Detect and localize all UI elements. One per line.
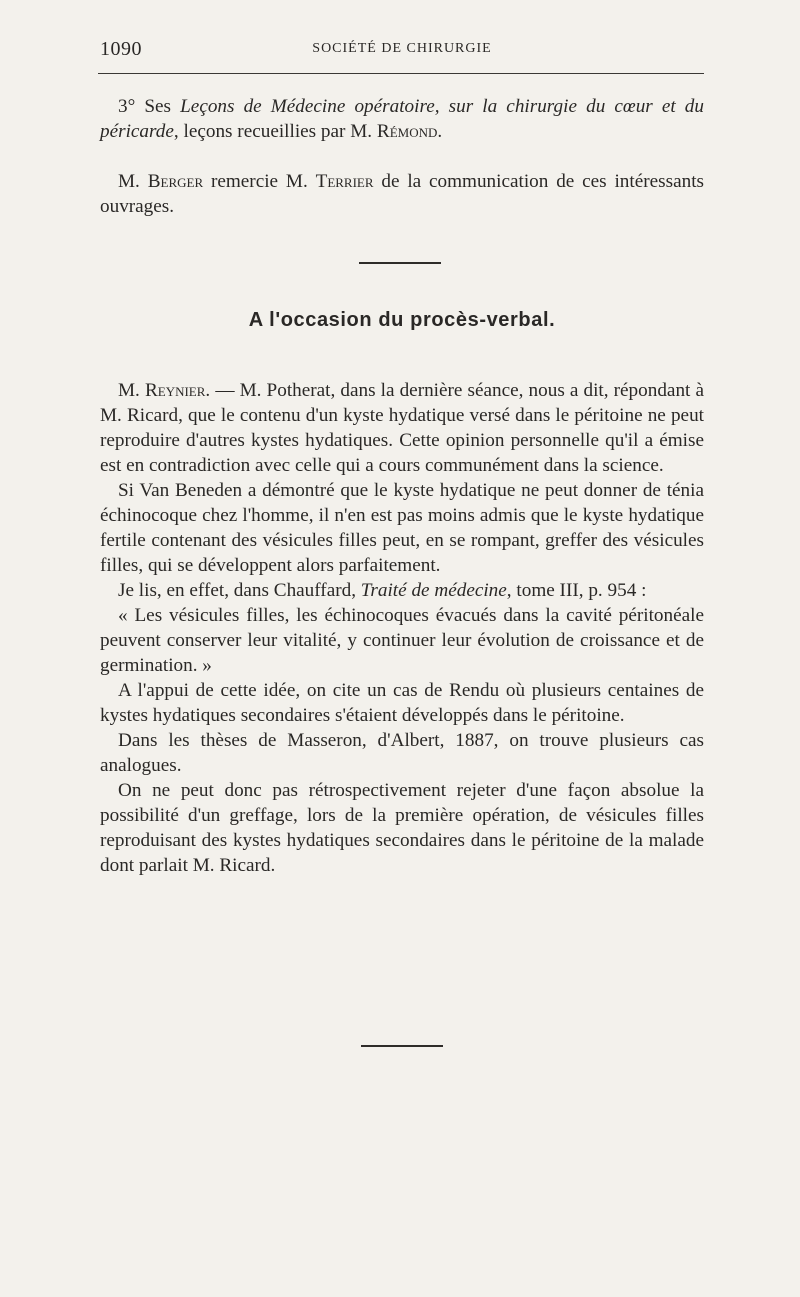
thanks-m1: M.: [118, 171, 148, 192]
speaker-m: M.: [118, 380, 145, 401]
item-3-end: .: [437, 121, 443, 142]
running-head: SOCIÉTÉ DE CHIRURGIE: [312, 41, 492, 56]
page-number: 1090: [100, 38, 142, 60]
paragraph-6: Dans les thèses de Masseron, d'Albert, 1887, on trouve plusieurs cas analogues.: [100, 730, 704, 776]
item-3-paragraph: [100, 94, 704, 144]
paragraph-1: [100, 378, 704, 478]
item-3-prefix: 3° Ses: [118, 96, 181, 117]
paragraph-2: Si Van Beneden a démontré que le kyste hydatique ne peut donner de ténia échinocoque chez l'homme, il n'en est pas moins admis que le kyste hydatique fertile contenant des vésicules filles peut, en se rompant, greffer des vésicules filles, qui se développent alors parfaitement.: [100, 480, 704, 576]
book-title: Leçons de Médecine opératoire, sur la chirurgie du cœur et du péricarde: [100, 96, 704, 142]
speaker-name: Reynier: [144, 380, 206, 401]
separator-rule-bottom: [361, 1045, 443, 1047]
thanks-paragraph: [100, 169, 704, 219]
treatise-title: Traité de médecine: [360, 580, 507, 601]
thanks-end: de la communication de ces intéressants ouvrages.: [100, 171, 704, 217]
paragraph-1-text: . — M. Potherat, dans la dernière séance, nous a dit, répondant à M. Ricard, que le contenu d'un kyste hydatique versé dans le péritoine ne peut reproduire d'autres kystes hydatiques. Cette opinion personnelle qu'il a émise est en contradiction avec celle qui a cours communément dans la science.: [100, 380, 704, 476]
name-remond: Rémond: [376, 121, 438, 142]
paragraph-3-a: Je lis, en effet, dans Chauffard,: [118, 580, 361, 601]
paragraph-quote: « Les vésicules filles, les échinocoques évacués dans la cavité péritonéale peuvent conserver leur vitalité, y continuer leur évolution de croissance et de germination. »: [100, 605, 704, 676]
name-berger: Berger: [147, 171, 204, 192]
header-rule: [98, 73, 704, 74]
main-text: [100, 378, 704, 878]
thanks-mid: remercie M.: [203, 171, 316, 192]
paragraph-7: On ne peut donc pas rétrospectivement rejeter d'une façon absolue la possibilité d'un greffage, lors de la première opération, de vésicules filles reproduisant des kystes hydatiques secondaires dans le péritoine de la malade dont parlait M. Ricard.: [100, 780, 704, 876]
paragraph-3: [100, 578, 704, 603]
paragraph-3-b: , tome III, p. 954 :: [506, 580, 647, 601]
section-title: A l'occasion du procès-verbal.: [248, 309, 556, 331]
separator-rule-top: [359, 262, 441, 264]
paragraph-5: A l'appui de cette idée, on cite un cas de Rendu où plusieurs centaines de kystes hydatiques secondaires s'étaient développés dans le péritoine.: [100, 680, 704, 726]
item-3-suffix: , leçons recueillies par M.: [173, 121, 377, 142]
name-terrier: Terrier: [315, 171, 374, 192]
page-header: [100, 38, 704, 62]
